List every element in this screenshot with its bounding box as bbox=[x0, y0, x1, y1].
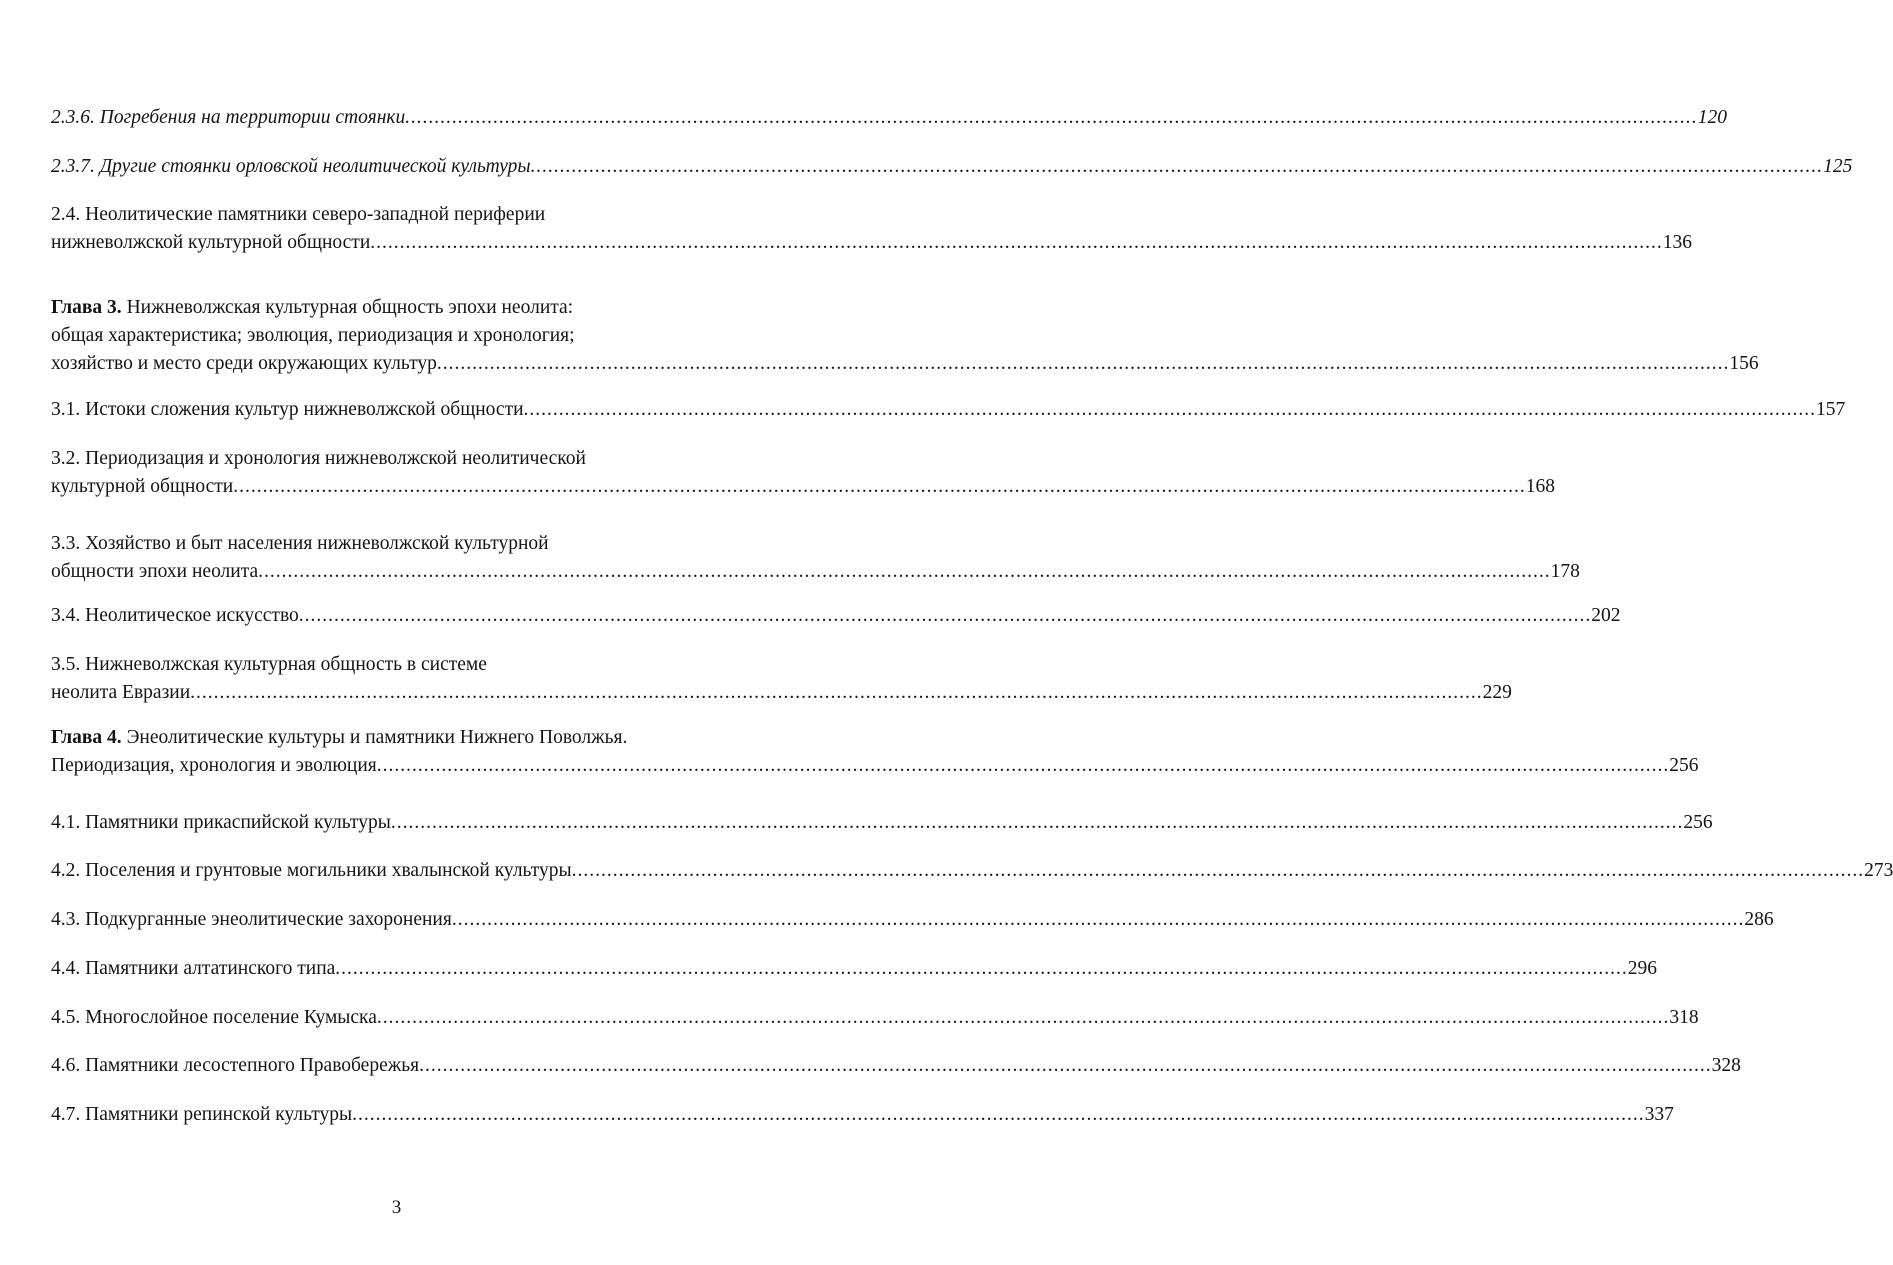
toc-entry-title: неолита Евразии bbox=[51, 682, 191, 703]
chapter-title: Энеолитические культуры и памятники Нижнего Поволжья. bbox=[121, 727, 628, 748]
leader-dots: ............................................................................................................................................................................................................................ bbox=[233, 476, 1526, 497]
leader-dots: ............................................................................................................................................................................................................................ bbox=[523, 399, 1817, 420]
toc-entry-4-2 bbox=[51, 857, 1893, 885]
chapter-title-line: Периодизация, хронология и эволюция bbox=[51, 755, 377, 776]
toc-entry-4-5 bbox=[51, 1004, 1699, 1032]
toc-entry-title: 4.4. Памятники алтатинского типа bbox=[51, 958, 336, 979]
toc-entry-title: 4.6. Памятники лесостепного Правобережья bbox=[51, 1055, 420, 1076]
toc-entry-title: культурной общности bbox=[51, 476, 234, 497]
toc-entry-3-2 bbox=[51, 445, 1555, 501]
toc-entry-2-3-7 bbox=[51, 153, 1853, 181]
toc-entry-3-4 bbox=[51, 602, 1621, 630]
toc-entry-page: 328 bbox=[1711, 1055, 1741, 1076]
toc-entry-page: 296 bbox=[1627, 958, 1658, 979]
toc-entry-title: 2.3.7. Другие стоянки орловской неолитической культуры bbox=[51, 156, 531, 177]
toc-entry-title: общности эпохи неолита bbox=[51, 561, 259, 582]
leader-dots: ............................................................................................................................................................................................................................ bbox=[370, 232, 1663, 253]
toc-entry-line: 2.4. Неолитические памятники северо-западной периферии bbox=[51, 204, 546, 225]
leader-dots: ............................................................................................................................................................................................................................ bbox=[451, 909, 1745, 930]
toc-entry-2-4 bbox=[51, 201, 1693, 257]
toc-entry-2-3-6 bbox=[51, 104, 1727, 132]
toc-entry-title: 3.1. Истоки сложения культур нижневолжской общности bbox=[51, 399, 524, 420]
toc-entry-page: 157 bbox=[1816, 399, 1846, 420]
toc-entry-page: 256 bbox=[1683, 812, 1713, 833]
leader-dots: ............................................................................................................................................................................................................................ bbox=[436, 353, 1730, 374]
toc-entry-title: 4.5. Многослойное поселение Кумыска bbox=[51, 1007, 377, 1028]
toc-entry-page: 273 bbox=[1864, 860, 1893, 881]
toc-entry-4-1 bbox=[51, 809, 1713, 837]
leader-dots: ............................................................................................................................................................................................................................ bbox=[298, 605, 1592, 626]
toc-entry-page: 125 bbox=[1823, 156, 1853, 177]
toc-entry-line: 3.2. Периодизация и хронология нижневолжской неолитической bbox=[51, 448, 586, 469]
leader-dots: ............................................................................................................................................................................................................................ bbox=[258, 561, 1551, 582]
chapter-label: Глава 3. bbox=[51, 297, 122, 318]
leader-dots: ............................................................................................................................................................................................................................ bbox=[571, 860, 1865, 881]
toc-entry-3-3 bbox=[51, 530, 1580, 586]
toc-entry-4-6 bbox=[51, 1052, 1741, 1080]
toc-entry-page: 168 bbox=[1525, 476, 1555, 497]
toc-entry-3-1 bbox=[51, 396, 1846, 424]
toc-entry-page: 286 bbox=[1744, 909, 1774, 930]
toc-entry-page: 120 bbox=[1697, 107, 1727, 128]
page-number: 3 bbox=[391, 1197, 402, 1218]
chapter-title-line: хозяйство и место среди окружающих культур bbox=[51, 353, 437, 374]
toc-entry-page: 202 bbox=[1591, 605, 1621, 626]
toc-entry-3-5 bbox=[51, 651, 1512, 707]
leader-dots: ............................................................................................................................................................................................................................ bbox=[376, 755, 1670, 776]
chapter-title: Нижневолжская культурная общность эпохи неолита: bbox=[121, 297, 574, 318]
toc-entry-title: 4.3. Подкурганные энеолитические захоронения bbox=[51, 909, 452, 930]
chapter-title-line: общая характеристика; эволюция, периодизация и хронология; bbox=[51, 325, 575, 346]
toc-entry-page: 156 bbox=[1729, 353, 1759, 374]
toc-entry-title: 2.3.6. Погребения на территории стоянки bbox=[51, 107, 406, 128]
leader-dots: ............................................................................................................................................................................................................................ bbox=[530, 156, 1824, 177]
toc-entry-4-3 bbox=[51, 906, 1774, 934]
toc-entry-page: 136 bbox=[1662, 232, 1693, 253]
leader-dots: ............................................................................................................................................................................................................................ bbox=[335, 958, 1628, 979]
toc-entry-title: 4.2. Поселения и грунтовые могильники хвалынской культуры bbox=[51, 860, 572, 881]
toc-entry-page: 337 bbox=[1644, 1104, 1674, 1125]
chapter-label: Глава 4. bbox=[51, 727, 122, 748]
leader-dots: ............................................................................................................................................................................................................................ bbox=[390, 812, 1684, 833]
leader-dots: ............................................................................................................................................................................................................................ bbox=[419, 1055, 1712, 1076]
toc-entry-line: 3.3. Хозяйство и быт населения нижневолжской культурной bbox=[51, 533, 549, 554]
toc-chapter-3 bbox=[51, 294, 1759, 378]
toc-entry-title: 4.1. Памятники прикаспийской культуры bbox=[51, 812, 391, 833]
toc-entry-4-7 bbox=[51, 1101, 1674, 1129]
leader-dots: ............................................................................................................................................................................................................................ bbox=[190, 682, 1483, 703]
leader-dots: ............................................................................................................................................................................................................................ bbox=[405, 107, 1698, 128]
toc-entry-title: 4.7. Памятники репинской культуры bbox=[51, 1104, 353, 1125]
toc-chapter-4 bbox=[51, 724, 1699, 780]
toc-entry-page: 229 bbox=[1482, 682, 1512, 703]
toc-entry-title: нижневолжской культурной общности bbox=[51, 232, 371, 253]
toc-entry-title: 3.4. Неолитическое искусство bbox=[51, 605, 299, 626]
toc-entry-page: 178 bbox=[1550, 561, 1580, 582]
leader-dots: ............................................................................................................................................................................................................................ bbox=[352, 1104, 1645, 1125]
toc-entry-page: 318 bbox=[1669, 1007, 1699, 1028]
toc-entry-page: 256 bbox=[1669, 755, 1699, 776]
toc-entry-4-4 bbox=[51, 955, 1658, 983]
leader-dots: ............................................................................................................................................................................................................................ bbox=[376, 1007, 1670, 1028]
toc-entry-line: 3.5. Нижневолжская культурная общность в системе bbox=[51, 654, 487, 675]
